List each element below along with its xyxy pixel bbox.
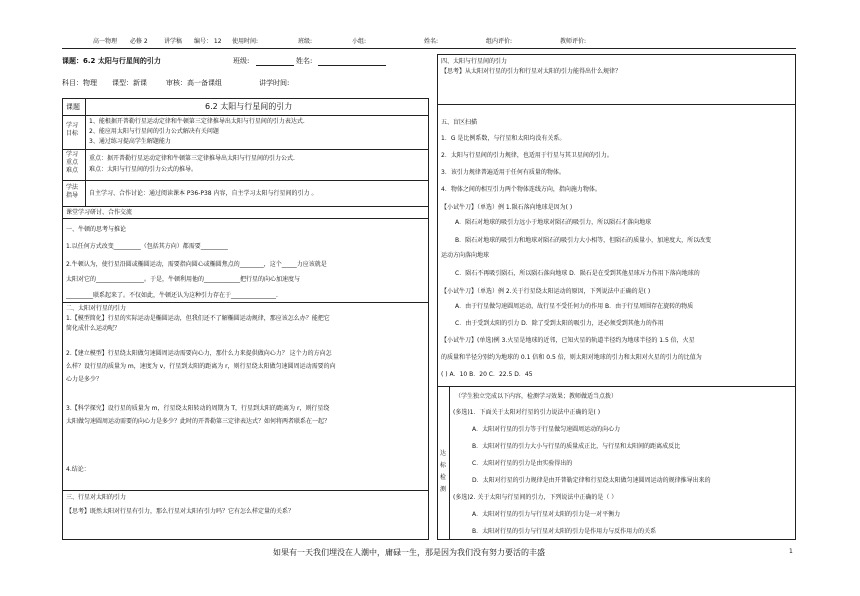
use-time: 使用时间: [232,38,259,45]
t2-option-a: A．太阳对行星的引力与行星对太阳的引力是一对平衡力 [472,511,621,518]
goals-label: 学习目标 [66,122,79,137]
goal-1: 1、能根据开普勒行星运动定律和牛顿第三定律推导出太阳与行星间的引力表达式. [89,118,305,125]
ex1-option-cd: C．陨石不再吸引陨石，所以陨石落向地球 D．陨石是在受到其他星球斥力作用下落向地球的 [455,270,700,277]
row-divider [62,115,429,116]
name-label: 姓名: [424,38,439,45]
name-blank [318,57,386,66]
s5-item-1: 1．G 是比例系数，与行星和太阳均没有关系。 [441,135,566,142]
s2-q3a: 3.【科学探究】设行星的质量为 m，行星绕太阳转动的周期为 T，行星到太阳的距离为 r，则行星绕 [66,405,330,412]
teacher-eval: 教师评价: [560,38,587,45]
topic-title: 课题：6.2 太阳与行星间的引力 [62,57,161,65]
class-blank [256,57,294,66]
meta-time: 讲学时间: [259,79,290,87]
ex2-question: 【小试牛刀】（单选）例 2.关于行星绕太阳运动的原因，下列说法中正确的是( ) [441,288,651,295]
goal-3: 3、通过练习提高学生解题能力 [89,138,171,145]
ex1-question: 【小试牛刀】（单选）例 1.陨石落向地球是因为( ) [441,204,573,211]
s1-q2a: 2.牛顿认为，使行星沿圆或椭圆运动，需要指向圆心或椭圆焦点的________，这个_____力应该就是 [66,261,327,268]
t1-question: (多选)1．下面关于太阳对行星的引力说法中正确的是( ) [453,409,601,416]
row-divider [62,302,429,303]
ex3-question-1: 【小试牛刀】(单选)例 3.火星是地球的近邻，已知火星的轨道半径约为地球半径的 1.5 倍，火星 [441,337,695,344]
grade-subject: 高一物理 [93,38,118,45]
s1-q1: 1.以任何方式改变_________（包括其方向）都需要_________ [66,243,228,250]
test-side-label: 达标检测 [440,450,447,493]
footer-motto: 如果有一天我们埋没在人潮中，庸碌一生，那是因为我们没有努力要活的丰盛 [273,548,545,557]
test-intro: （学生独立完成以下内容，检测学习效果；教师做适当点拨） [455,393,618,400]
s2-q1b: 简化成什么运动呢？ [66,325,121,332]
s5-title: 五、盲区扫描 [441,119,478,126]
s2-q2b: 么样？设行星的质量为 m，速度为 v，行星到太阳的距离为 r，则行星绕太阳做匀速圆周运动需要的向 [66,363,336,370]
ex3-question-2: 的质量和半径分别约为地球的 0.1 倍和 0.5 倍，则太阳对地球的引力和太阳对火星的引力的比值为 [441,354,702,361]
s1-q2b: 太阳对它的________________。于是，牛顿利用他的____________把行星的向心加速度与 [66,276,301,283]
s2-q2c: 心力是多少？ [66,376,103,383]
s3-title: 三、行星对太阳的引力 [66,494,127,501]
ex2-option-cd: C．由于受到太阳的引力 D．除了受到太阳的吸引力，还必须受到其他力的作用 [455,320,664,327]
s2-q1a: 1.【模型简化】行星的实际运动是椭圆运动，但我们还不了解椭圆运动规律，那应该怎么办？能把它 [66,315,330,322]
s5-item-3: 3．该引力规律普遍适用于任何有质量的物体。 [441,169,565,176]
row-divider [62,206,429,207]
s2-title: 二、太阳对行星的引力 [66,305,127,312]
goal-2: 2、能应用太阳与行星间的引力公式解决有关问题 [89,128,219,135]
t2-option-b: B．太阳对行星的引力与行星对太阳的引力是作用力与反作用力的关系 [472,528,657,535]
key-2: 难点：太阳与行星间的引力公式的推导。 [89,166,198,173]
right-divider [437,386,796,387]
meta-type: 课型：新课 [112,79,147,87]
row-divider [62,180,429,181]
section-header: 课堂学习研讨、合作交流 [66,209,133,216]
meta-subject: 科目：物理 [62,79,97,87]
s5-item-4: 4．物体之间的相互引力两个物体连线方向，指向施力物体。 [441,186,601,193]
row-divider [62,490,429,491]
group-eval: 组内评价: [486,38,513,45]
ex1-option-a: A．陨石对地球的吸引力远小于地球对陨石的吸引力，所以陨石才落向地球 [455,219,652,226]
ex3-options: ( ) A．10 B．20 C．22.5 D．45 [441,371,533,378]
class-label: 班级: [298,38,313,45]
t1-option-b: B．太阳对行星的引力大小与行星的质量成正比，与行星和太阳间的距离成反比 [472,443,681,450]
test-col-divider [449,386,450,540]
topic-name: 姓名: [296,57,313,65]
meta-reviewer: 审核：高一备课组 [166,79,222,87]
topic-value: 6.2 太阳与行星间的引力 [205,102,293,111]
group-label: 小组: [352,38,367,45]
topic-label: 课题 [66,103,80,111]
t1-option-d: D．太阳对行星的引力规律是由开普勒定律和行星绕太阳做匀速圆周运动的规律推导出来的 [472,477,711,484]
s4-title: 四、太阳与行星间的引力 [441,58,508,65]
t1-option-a: A．太阳对行星的引力等于行星做匀速圆周运动的向心力 [472,426,621,433]
s2-q4: 4.结论： [66,466,90,473]
code: 编号： 12 [194,38,222,45]
s3-q: 【思考】既然太阳对行星有引力，那么行星对太阳有引力吗？它有怎么样定量的关系？ [66,508,295,515]
kind: 讲学稿 [164,38,183,45]
s4-q: 【思考】从太阳对行星的引力和行星对太阳的引力能得出什么规律？ [441,68,622,75]
s5-item-2: 2．太阳与行星间的引力规律，也适用于行星与其卫星间的引力。 [441,152,613,159]
s2-q2a: 2.【建立模型】行星绕太阳做匀速圆周运动需要向心力，那什么力来提供做向心力？ 这个力的方向怎 [66,350,332,357]
ex1-option-b1: B．陨石对地球的吸引力和地球对陨石的吸引力大小相等，但陨石的质量小，加速度大，所以改变 [455,237,712,244]
header-divider [62,48,796,49]
row-divider [62,218,429,219]
key-label: 学习重点难点 [66,151,79,174]
t1-option-c: C．太阳对行星的引力是由实验得出的 [472,460,573,467]
s1-title: 一、牛顿的思考与推论 [66,226,127,233]
topic-class: 班级: [233,57,250,65]
method-text: 自主学习、合作讨论：通过阅读课本 P36-P38 内容，自主学习太阳与行星间的引力 。 [89,190,318,197]
s2-q3b: 太阳做匀速圆周运动需要的向心力是多少？此时的开普勒第三定律表达式？如何将两者联系在一起？ [66,418,331,425]
row-divider [62,149,429,150]
key-1: 重点：据开普勒行星运动定律和牛顿第三定律推导出太阳与行星间的引力公式. [89,155,295,162]
page-number: 1 [789,548,793,555]
ex1-option-b2: 运动方向落向地球 [441,252,490,259]
s1-q2c: _________联系起来了。不仅如此，牛顿还认为这种引力存在于_______________. [66,292,278,299]
t2-question: (多选)2. 关于太阳与行星间的引力，下列说法中正确的是（ ） [453,494,618,501]
method-label: 学法指导 [66,184,79,199]
ex2-option-ab: A．由于行星做匀速圆周运动，故行星不受任何力的作用 B．由于行星周围存在旋转的物质 [455,303,694,310]
volume: 必修 2 [130,38,148,45]
right-divider [437,104,796,105]
